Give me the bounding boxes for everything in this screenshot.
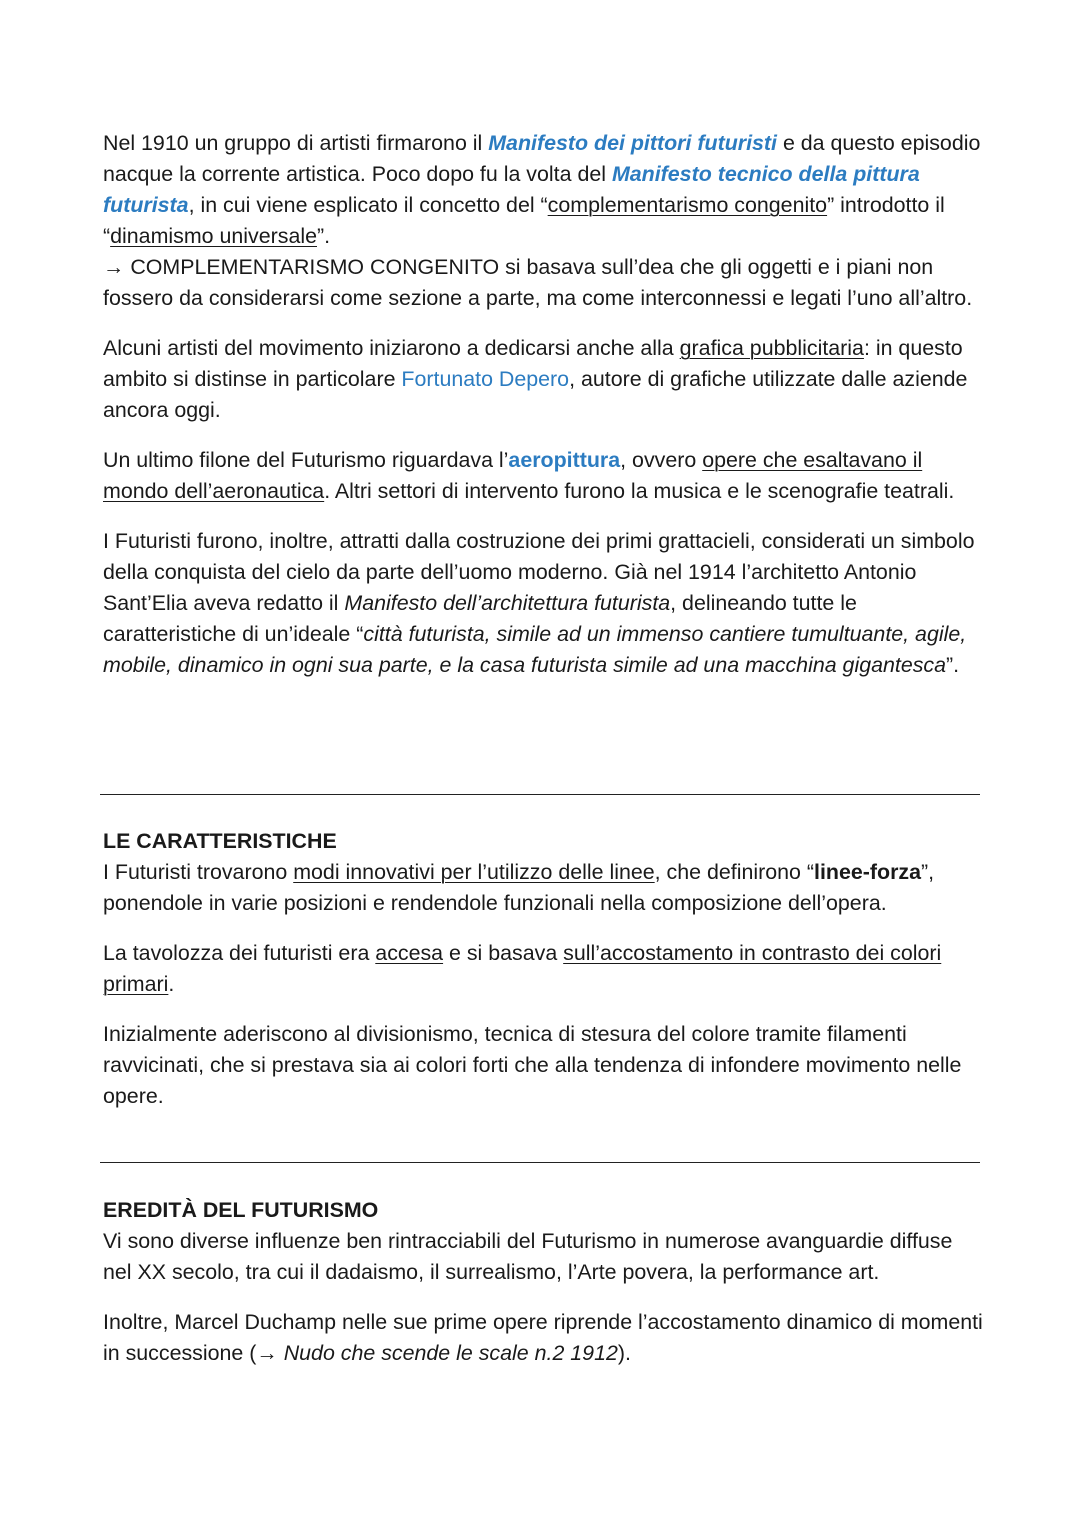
paragraph-aeropittura xyxy=(103,445,983,507)
text-run: Manifesto tecnico della pittura futurista xyxy=(103,162,920,217)
text-run: , ovvero xyxy=(620,448,703,472)
text-run: ” introdotto il “ xyxy=(103,193,945,248)
paragraph-architettura xyxy=(103,526,983,681)
paragraph-duchamp xyxy=(103,1307,983,1369)
text-run: grafica pubblicitaria xyxy=(679,336,864,360)
intro-section xyxy=(103,128,983,700)
text-run: Nudo che scende le scale n.2 1912 xyxy=(283,1341,618,1365)
text-run: dinamismo universale xyxy=(110,224,317,248)
text-run: Un ultimo filone del Futurismo riguardava l’ xyxy=(103,448,509,472)
text-run: I Futuristi furono, inoltre, attratti dalla costruzione dei primi grattacieli, considerati un simbolo della conquista del cielo da parte dell’uomo moderno. Già nel 1914 l’architetto Antonio Sant’Elia aveva redatto il xyxy=(103,529,975,615)
text-run: modi innovativi per l’utilizzo delle linee xyxy=(293,860,655,884)
text-run: I Futuristi trovarono xyxy=(103,860,294,884)
text-run: . xyxy=(168,972,175,996)
text-run: Vi sono diverse influenze ben rintracciabili del Futurismo in numerose avanguardie diffuse nel XX secolo, tra cui il dadaismo, il surrealismo, l’Arte povera, la performance art. xyxy=(103,1229,953,1284)
text-run: , in cui viene esplicato il concetto del “ xyxy=(188,193,548,217)
text-run: e si basava xyxy=(443,941,564,965)
paragraph-influenze xyxy=(103,1226,983,1288)
text-run: aeropittura xyxy=(508,448,621,472)
text-run: ”, ponendole in varie posizioni e rendendole funzionali nella composizione dell’opera. xyxy=(103,860,935,915)
text-run: , autore di grafiche utilizzate dalle aziende ancora oggi. xyxy=(103,367,968,422)
eredita-section xyxy=(103,1195,983,1388)
text-run: Inoltre, Marcel Duchamp nelle sue prime opere riprende l’accostamento dinamico di momenti in successione (→ xyxy=(103,1310,983,1365)
text-run: , che definirono “ xyxy=(654,860,815,884)
paragraph-manifesti xyxy=(103,128,983,252)
text-run: Manifesto dei pittori futuristi xyxy=(488,131,777,155)
text-run: opere che esaltavano il mondo dell’aeronautica xyxy=(103,448,923,503)
text-run: , delineando tutte le caratteristiche di un’ideale “ xyxy=(103,591,857,646)
text-run: La tavolozza dei futuristi era xyxy=(103,941,376,965)
section-heading-eredita: EREDITÀ DEL FUTURISMO xyxy=(103,1198,379,1222)
text-run: Alcuni artisti del movimento iniziarono a dedicarsi anche alla xyxy=(103,336,680,360)
paragraph-divisionismo xyxy=(103,1019,983,1112)
caratteristiche-section xyxy=(103,826,983,1131)
paragraph-complementarismo xyxy=(103,252,983,314)
text-run: . Altri settori di intervento furono la musica e le scenografie teatrali. xyxy=(324,479,955,503)
text-run: città futurista, simile ad un immenso cantiere tumultuante, agile, mobile, dinamico in ogni sua parte, e la casa futurista simile ad una macchina gigantesca xyxy=(103,622,967,677)
text-run: Manifesto dell’architettura futurista xyxy=(344,591,671,615)
text-run: : in questo ambito si distinse in particolare xyxy=(103,336,963,391)
text-run: accesa xyxy=(375,941,444,965)
text-run: complementarismo congenito xyxy=(547,193,828,217)
text-run: ”. xyxy=(946,653,960,677)
text-run: Nel 1910 un gruppo di artisti firmarono il xyxy=(103,131,489,155)
paragraph-grafica-pubblicitaria xyxy=(103,333,983,426)
text-run: ). xyxy=(617,1341,631,1365)
paragraph-linee-forza xyxy=(103,857,983,919)
text-run: linee-forza xyxy=(814,860,921,884)
section-heading-caratteristiche: LE CARATTERISTICHE xyxy=(103,829,337,853)
text-run: sull’accostamento in contrasto dei colori primari xyxy=(103,941,942,996)
text-run: e da questo episodio nacque la corrente artistica. Poco dopo fu la volta del xyxy=(103,131,981,186)
section-divider xyxy=(100,1162,980,1163)
paragraph-tavolozza xyxy=(103,938,983,1000)
text-run: Fortunato Depero xyxy=(401,367,570,391)
text-run: Inizialmente aderiscono al divisionismo, tecnica di stesura del colore tramite filamenti ravvicinati, che si prestava sia ai colori forti che alla tendenza di infondere movimento nelle opere. xyxy=(103,1022,962,1108)
text-run: → COMPLEMENTARISMO CONGENITO si basava sull’dea che gli oggetti e i piani non fossero da considerarsi come sezione a parte, ma come interconnessi e legati l’uno all’altro. xyxy=(103,255,973,310)
section-divider xyxy=(100,794,980,795)
text-run: ”. xyxy=(317,224,331,248)
